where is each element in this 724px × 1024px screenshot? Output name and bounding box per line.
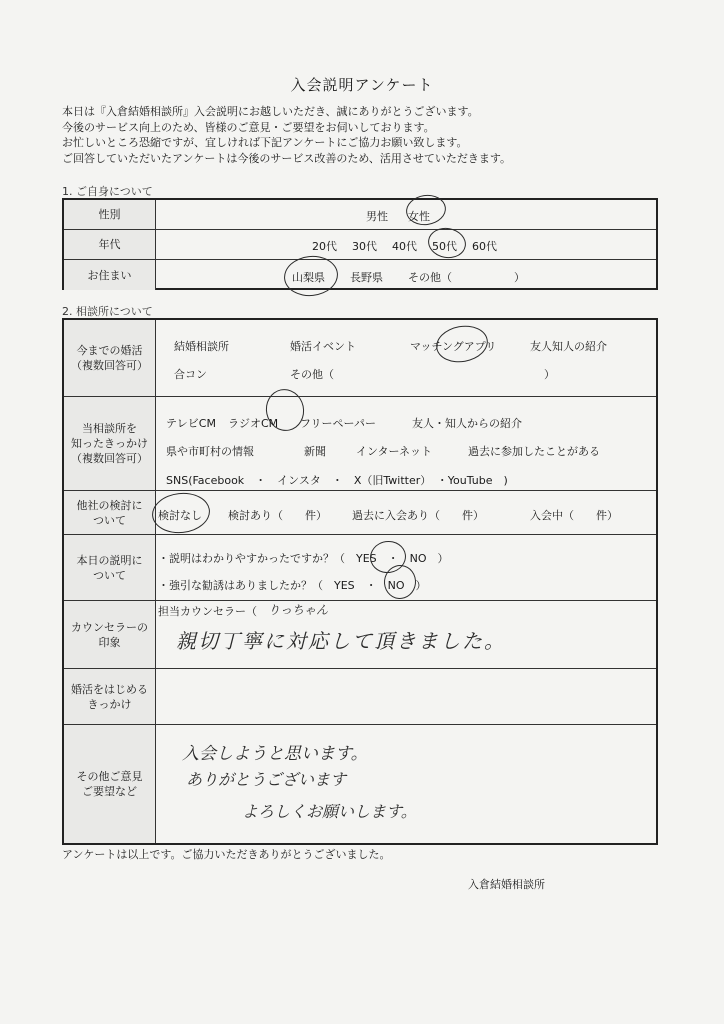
past-option-other[interactable]: その他（ — [290, 368, 334, 381]
gender-option-female[interactable]: 女性 — [408, 210, 430, 223]
motivation-answer[interactable] — [156, 669, 656, 724]
trigger-option[interactable]: 友人・知人からの紹介 — [412, 417, 522, 430]
counselor-name-handwritten[interactable]: りっちゃん — [268, 603, 329, 617]
trigger-option[interactable]: フリーペーパー — [300, 417, 377, 430]
intro-line: 本日は『入倉結婚相談所』入会説明にお越しいただき、誠にありがとうございます。 — [62, 105, 479, 118]
opinion-line: ありがとうございます — [186, 770, 347, 789]
intro-line: お忙しいところ恐縮ですが、宜しければ下記アンケートにご協力お願い致します。 — [62, 136, 468, 149]
trigger-row — [64, 396, 656, 490]
opinion-label: その他ご意見 — [76, 770, 143, 783]
trigger-option[interactable]: テレビCM — [166, 417, 216, 430]
age-option-40[interactable]: 40代 — [392, 240, 417, 253]
past-row — [64, 320, 656, 396]
trigger-option[interactable]: インターネット — [356, 445, 433, 458]
residence-option-close: ） — [514, 271, 525, 284]
page-title: 入会説明アンケート — [290, 76, 434, 94]
other-option[interactable]: 入会中（ 件） — [530, 509, 618, 522]
other-label: ついて — [93, 513, 126, 527]
past-option[interactable]: 婚活イベント — [290, 340, 356, 353]
section2-table — [62, 318, 658, 845]
trigger-label: 知ったきっかけ — [71, 437, 148, 450]
past-label: 今までの婚活 — [76, 344, 143, 357]
opinion-line: 入会しようと思います。 — [182, 744, 368, 764]
age-label: 年代 — [64, 230, 156, 259]
trigger-label-note: （複数回答可） — [71, 452, 148, 465]
intro-line: ご回答していただいたアンケートは今後のサービス改善のため、活用させていただきます。 — [62, 151, 512, 165]
opinion-line: よろしくお願いします。 — [242, 802, 417, 821]
trigger-option[interactable]: 県や市町村の情報 — [166, 445, 254, 458]
counselor-charge-label: 担当カウンセラー（ — [158, 605, 257, 618]
other-option[interactable]: 検討あり（ 件） — [228, 509, 327, 522]
age-option-60[interactable]: 60代 — [472, 240, 497, 253]
past-option[interactable]: 結婚相談所 — [174, 340, 229, 353]
opinion-answer[interactable] — [156, 725, 656, 843]
trigger-option[interactable]: 新聞 — [304, 445, 326, 458]
motivation-row — [64, 668, 656, 724]
gender-row — [64, 200, 656, 229]
trigger-option[interactable]: 過去に参加したことがある — [468, 445, 600, 458]
past-option-close: ） — [544, 368, 555, 381]
other-row — [64, 490, 656, 534]
other-label: 他社の検討に — [76, 498, 143, 512]
organization-name: 入倉結婚相談所 — [468, 878, 545, 891]
section2-heading: 2. 相談所について — [62, 305, 153, 318]
opinion-row — [64, 724, 656, 843]
counselor-label: カウンセラーの — [71, 620, 148, 634]
trigger-option-sns[interactable]: SNS(Facebook ・ インスタ ・ X（旧Twitter） ・YouTube ) — [166, 474, 508, 487]
counselor-comment-handwritten[interactable]: 親切丁寧に対応して頂きました。 — [176, 629, 506, 653]
age-option-20[interactable]: 20代 — [312, 240, 337, 253]
gender-label: 性別 — [64, 200, 156, 229]
opinion-label: ご要望など — [82, 785, 137, 798]
other-option-none[interactable]: 検討なし — [158, 509, 202, 522]
motivation-label: きっかけ — [87, 697, 132, 711]
residence-option-other[interactable]: その他（ — [408, 271, 452, 284]
past-option-matching-app[interactable]: マッチングアプリ — [410, 340, 497, 353]
past-label-note: （複数回答可） — [71, 359, 148, 372]
explain-label: ついて — [93, 568, 126, 582]
footer-text: アンケートは以上です。ご協力いただきありがとうございました。 — [62, 848, 391, 861]
counselor-row — [64, 600, 656, 668]
residence-label: お住まい — [64, 260, 156, 290]
explain-row — [64, 534, 656, 600]
age-option-50[interactable]: 50代 — [432, 240, 457, 253]
counselor-label: 印象 — [98, 635, 121, 649]
trigger-label: 当相談所を — [82, 422, 137, 435]
residence-option-yamanashi[interactable]: 山梨県 — [292, 271, 325, 284]
explain-question-clarity: ・説明はわかりやすかったですか？（ YES ・ NO ） — [158, 552, 449, 565]
other-option[interactable]: 過去に入会あり（ 件） — [352, 509, 484, 522]
motivation-label: 婚活をはじめる — [71, 682, 148, 696]
explain-question-pressure: ・強引な勧誘はありましたか？（ YES ・ NO ） — [158, 579, 427, 592]
intro-line: 今後のサービス向上のため、皆様のご意見・ご要望をお伺いしております。 — [62, 120, 435, 134]
past-option[interactable]: 友人知人の紹介 — [530, 340, 607, 353]
intro-text — [62, 104, 511, 166]
age-row — [64, 229, 656, 259]
trigger-option-radio[interactable]: ラジオCM — [228, 417, 279, 430]
gender-option-male[interactable]: 男性 — [366, 210, 388, 223]
residence-option-nagano[interactable]: 長野県 — [350, 271, 383, 284]
explain-label: 本日の説明に — [76, 553, 143, 567]
residence-row — [64, 259, 656, 290]
section1-heading: 1. ご自身について — [62, 185, 153, 198]
section1-table — [62, 198, 658, 290]
age-option-30[interactable]: 30代 — [352, 240, 377, 253]
past-option[interactable]: 合コン — [174, 368, 207, 381]
